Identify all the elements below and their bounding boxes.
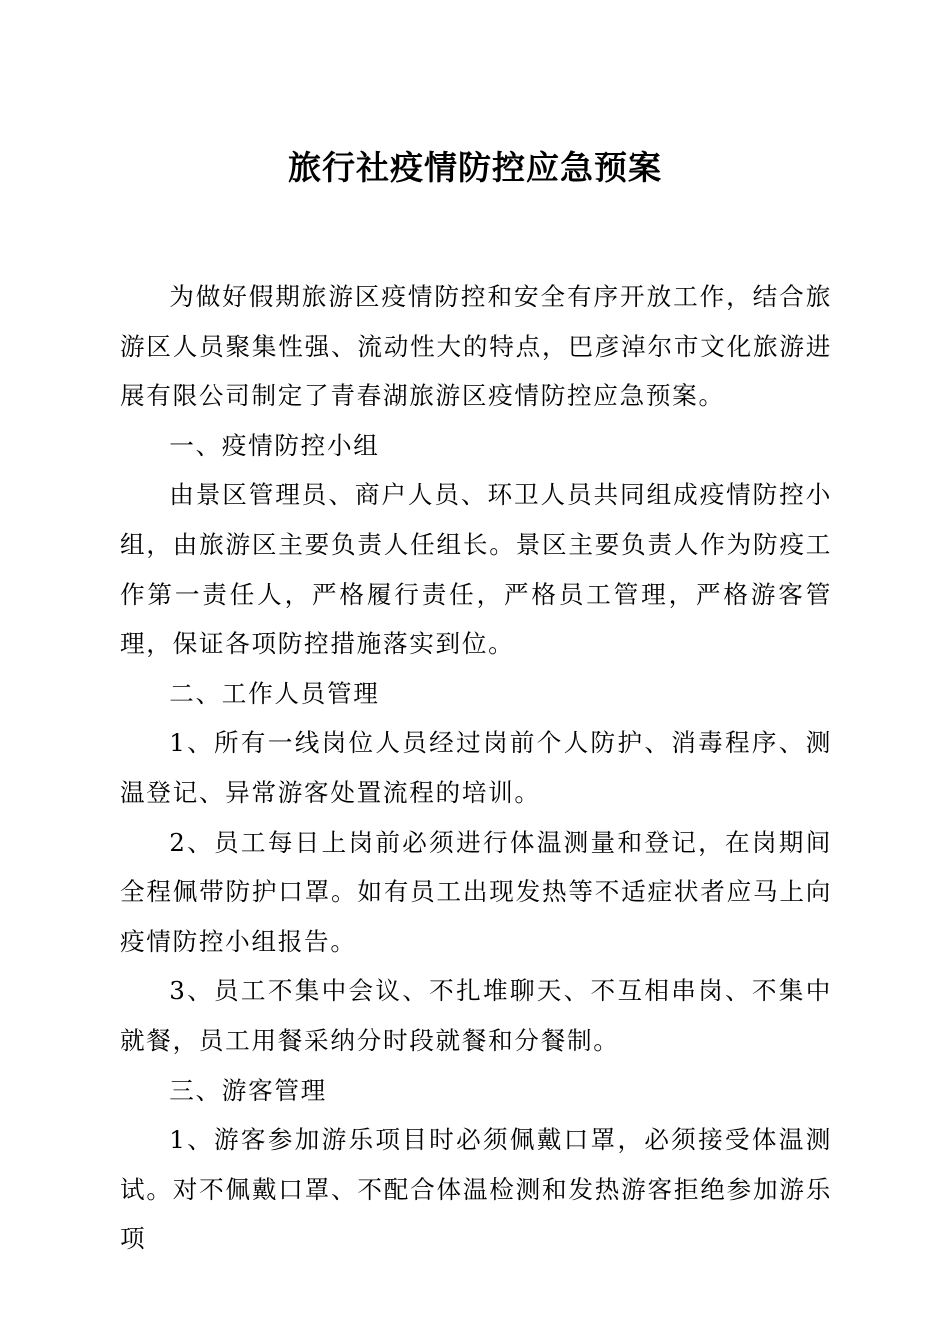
- section-heading-visitor-management: 三、游客管理: [169, 1075, 327, 1105]
- prevention-team-paragraph: 由景区管理员、商户人员、环卫人员共同组成疫情防控小组，由旅游区主要负责人任组长。景区主要负责人作为防疫工作第一责任人，严格履行责任，严格员工管理，严格游客管理，保证各项防控措施落实到位。: [120, 480, 832, 659]
- staff-rule-3: 3、员工不集中会议、不扎堆聊天、不互相串岗、不集中就餐，员工用餐采纳分时段就餐和分餐制。: [120, 976, 832, 1055]
- staff-rule-1: 1、所有一线岗位人员经过岗前个人防护、消毒程序、测温登记、异常游客处置流程的培训。: [120, 728, 832, 807]
- document-body: [120, 272, 832, 1264]
- visitor-rule-1: 1、游客参加游乐项目时必须佩戴口罩，必须接受体温测试。对不佩戴口罩、不配合体温检测和发热游客拒绝参加游乐项: [120, 1125, 832, 1254]
- staff-rule-2: 2、员工每日上岗前必须进行体温测量和登记，在岗期间全程佩带防护口罩。如有员工出现发热等不适症状者应马上向疫情防控小组报告。: [120, 827, 832, 956]
- section-heading-prevention-team: 一、疫情防控小组: [169, 430, 380, 460]
- section-heading-staff-management: 二、工作人员管理: [169, 678, 380, 708]
- intro-paragraph: 为做好假期旅游区疫情防控和安全有序开放工作，结合旅游区人员聚集性强、流动性大的特点，巴彦淖尔市文化旅游进展有限公司制定了青春湖旅游区疫情防控应急预案。: [120, 282, 832, 411]
- document-title: 旅行社疫情防控应急预案: [288, 148, 662, 187]
